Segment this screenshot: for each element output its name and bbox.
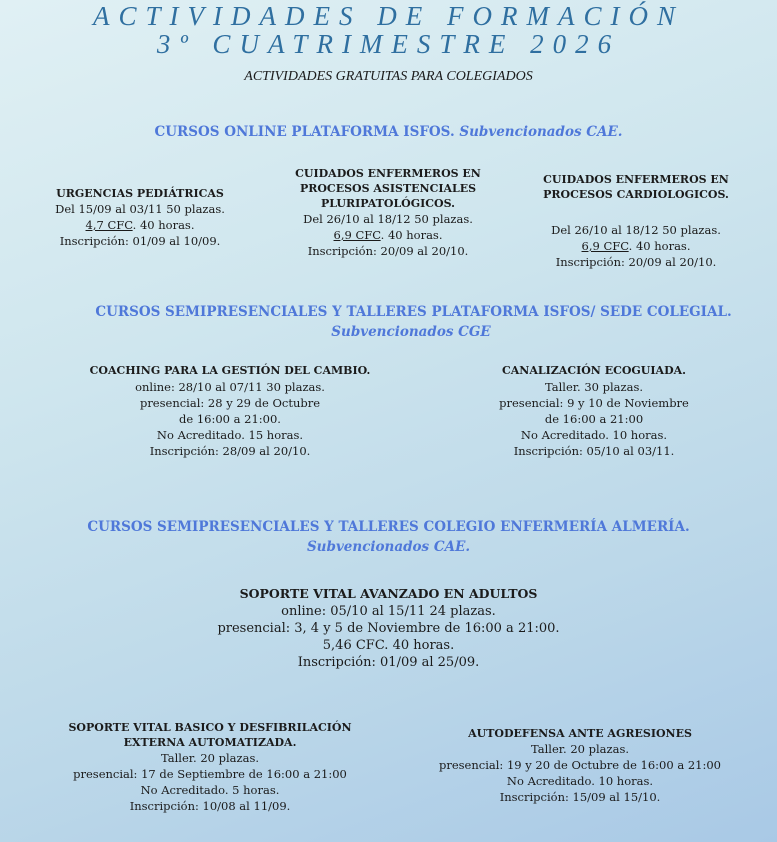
course-dates: Del 26/10 al 18/12 50 plazas. [551,223,721,237]
course-hours: . 40 horas. [132,218,195,232]
course-title: COACHING PARA LA GESTIÓN DEL CAMBIO. [89,364,371,377]
course-credits: 6,9 CFC [333,228,381,242]
course-type: Taller. 30 plazas. [545,380,643,394]
section-heading-text: CURSOS ONLINE PLATAFORMA ISFOS. [154,124,455,140]
section-heading-subsidy: Subvencionados CAE. [459,124,623,140]
course-enrollment: Inscripción: 15/09 al 15/10. [499,790,661,804]
course-time: de 16:00 a 21:00 [544,412,644,426]
course-presencial: presencial: 28 y 29 de Octubre [139,396,321,410]
page-title-line1: ACTIVIDADES DE FORMACIÓN [93,1,684,31]
section-heading-online [0,122,777,142]
course-soporte-vital-basico [30,720,390,814]
spacer [516,202,756,222]
course-soporte-vital-avanzado [0,585,777,671]
course-cuidados-pluripatologicos [268,166,508,259]
course-coaching [60,363,400,459]
section-heading-colegio-almeria [0,517,777,557]
course-online: online: 05/10 al 15/11 24 plazas. [281,604,496,619]
section-heading-semipresencial-isfos [0,302,777,342]
section-heading-text: CURSOS SEMIPRESENCIALES Y TALLERES COLEGIO ENFERMERÍA ALMERÍA. [87,519,690,535]
course-cuidados-cardiologicos [516,172,756,270]
course-title: URGENCIAS PEDIÁTRICAS [56,187,224,200]
course-autodefensa [410,726,750,805]
section-heading-subsidy: Subvencionados CGE [331,324,491,340]
course-presencial: presencial: 3, 4 y 5 de Noviembre de 16:00 a 21:00. [217,621,560,636]
course-title-l1: CUIDADOS ENFERMEROS EN [543,173,729,186]
course-enrollment: Inscripción: 28/09 al 20/10. [149,444,311,458]
section-heading-text: CURSOS SEMIPRESENCIALES Y TALLERES PLATAFORMA ISFOS/ SEDE COLEGIAL. [95,304,732,320]
course-title-l2: PROCESOS CARDIOLOGICOS. [543,188,729,201]
course-enrollment: Inscripción: 20/09 al 20/10. [555,255,717,269]
course-presencial: presencial: 19 y 20 de Octubre de 16:00 a 21:00 [438,758,721,772]
course-urgencias-pediatricas [20,186,260,249]
course-presencial: presencial: 9 y 10 de Noviembre [499,396,689,410]
course-title-l1: CUIDADOS ENFERMEROS EN [295,167,481,180]
course-credits-line [516,238,756,254]
page-subtitle: ACTIVIDADES GRATUITAS PARA COLEGIADOS [244,69,533,84]
course-canalizacion-ecoguiada [444,363,744,459]
course-accreditation: No Acreditado. 5 horas. [140,783,280,797]
course-title: CANALIZACIÓN ECOGUIADA. [502,364,686,377]
course-online: online: 28/10 al 07/11 30 plazas. [135,380,325,394]
course-title-l2: PROCESOS ASISTENCIALES [299,182,477,195]
course-type: Taller. 20 plazas. [531,742,629,756]
course-credits: 5,46 CFC. 40 horas. [322,638,455,653]
course-enrollment: Inscripción: 20/09 al 20/10. [307,244,469,258]
course-title: SOPORTE VITAL AVANZADO EN ADULTOS [239,586,538,601]
course-title: AUTODEFENSA ANTE AGRESIONES [468,727,692,740]
course-enrollment: Inscripción: 05/10 al 03/11. [513,444,675,458]
course-enrollment: Inscripción: 10/08 al 11/09. [129,799,291,813]
course-title-l1: SOPORTE VITAL BASICO Y DESFIBRILACIÓN [68,721,352,734]
course-credits: 6,9 CFC [581,239,629,253]
course-credits-line [268,227,508,243]
section-heading-subsidy: Subvencionados CAE. [306,539,471,555]
course-dates: Del 26/10 al 18/12 50 plazas. [303,212,473,226]
page-title-line2: 3º CUATRIMESTRE 2026 [156,29,621,59]
course-enrollment: Inscripción: 01/09 al 10/09. [59,234,221,248]
course-accreditation: No Acreditado. 10 horas. [506,774,654,788]
course-accreditation: No Acreditado. 10 horas. [520,428,668,442]
course-hours: . 40 horas. [628,239,691,253]
course-type: Taller. 20 plazas. [161,751,259,765]
course-time: de 16:00 a 21:00. [179,412,281,426]
course-credits: 4,7 CFC [85,218,133,232]
course-presencial: presencial: 17 de Septiembre de 16:00 a 21:00 [73,767,347,781]
course-title-l3: PLURIPATOLÓGICOS. [320,197,456,210]
course-credits-line [20,217,260,233]
course-accreditation: No Acreditado. 15 horas. [156,428,304,442]
course-title-l2: EXTERNA AUTOMATIZADA. [123,736,297,749]
course-enrollment: Inscripción: 01/09 al 25/09. [297,655,480,670]
course-dates: Del 15/09 al 03/11 50 plazas. [55,202,225,216]
course-hours: . 40 horas. [380,228,443,242]
